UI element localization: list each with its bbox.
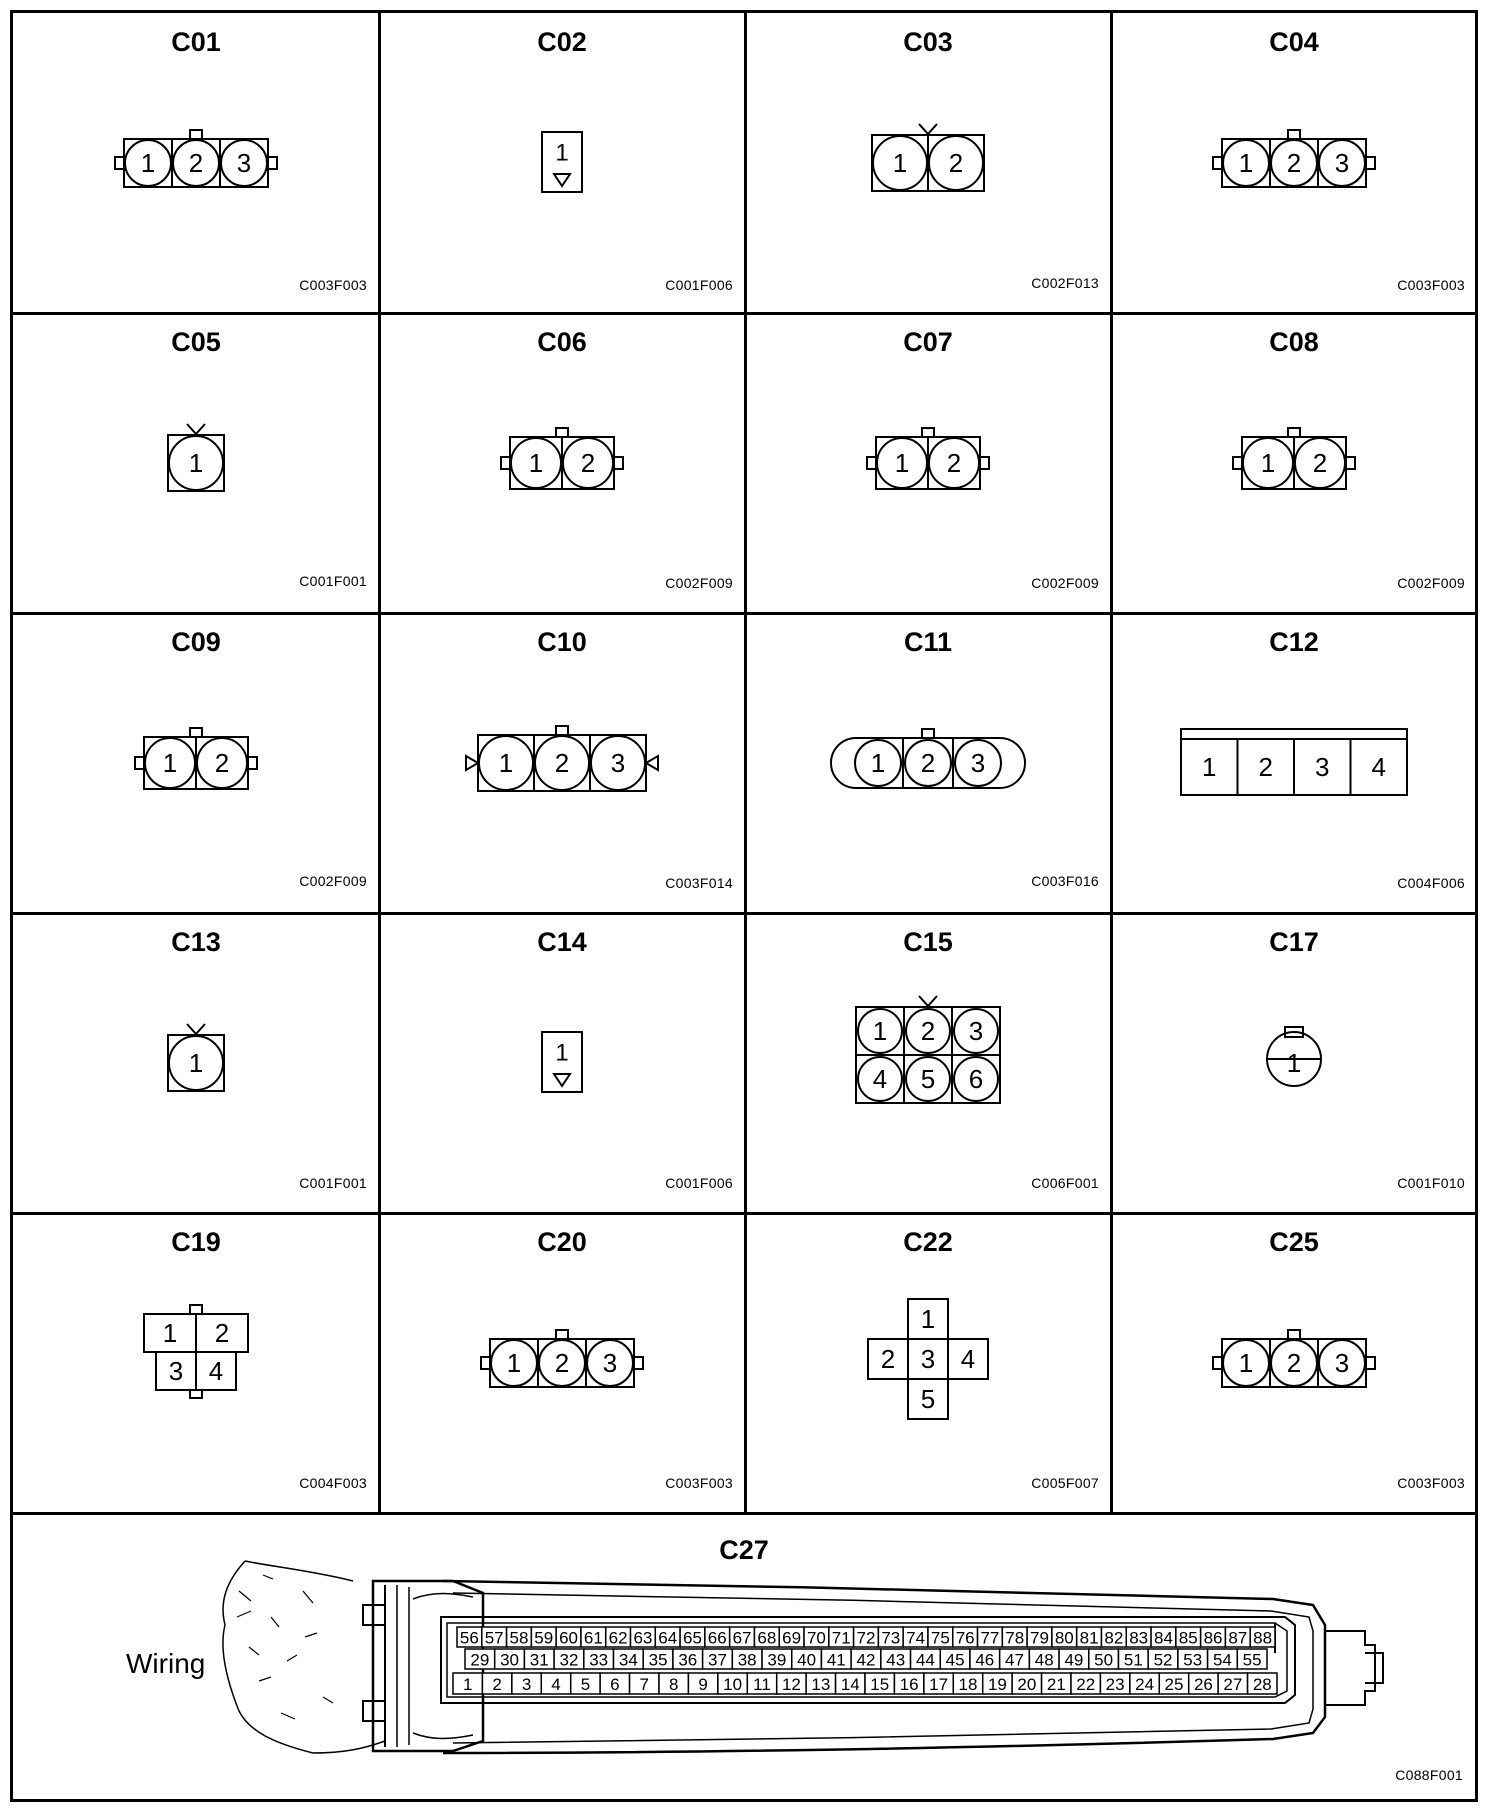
connector-cell-c22 xyxy=(745,1213,1111,1513)
pin-number: 8 xyxy=(668,1675,679,1694)
connector-face-diagram xyxy=(745,1213,1111,1513)
pin-number: 67 xyxy=(732,1628,752,1648)
pin-number: 28 xyxy=(1252,1675,1272,1694)
figure-code: C002F009 xyxy=(1031,575,1099,591)
pin-number: 7 xyxy=(639,1675,650,1694)
figure-code: C001F010 xyxy=(1397,1175,1465,1191)
connector-sheet xyxy=(10,10,1478,1802)
connector-title: C04 xyxy=(1269,27,1319,57)
pin-number: 21 xyxy=(1046,1675,1066,1694)
figure-code: C003F016 xyxy=(1031,873,1099,889)
pin-number: 6 xyxy=(610,1675,620,1694)
connector-cell-c15 xyxy=(745,913,1111,1213)
grid-line xyxy=(1110,13,1113,1513)
pin-number: 46 xyxy=(975,1650,995,1670)
figure-code: C003F003 xyxy=(665,1475,733,1491)
pin-number: 1 xyxy=(1286,1048,1302,1078)
pin-number: 65 xyxy=(683,1628,702,1648)
connector-title: C05 xyxy=(171,327,221,357)
pin-number: 31 xyxy=(529,1650,549,1670)
pin-number: 2 xyxy=(880,1344,896,1374)
pin-number: 72 xyxy=(856,1628,876,1648)
connector-cell-c02 xyxy=(379,13,745,313)
pin-number: 85 xyxy=(1178,1628,1198,1648)
pin-number: 51 xyxy=(1123,1650,1143,1670)
connector-cell-c07 xyxy=(745,313,1111,613)
connector-face-diagram xyxy=(1111,313,1477,613)
connector-title: C01 xyxy=(171,27,221,57)
connector-title: C06 xyxy=(537,327,587,357)
figure-code: C002F009 xyxy=(1397,575,1465,591)
pin-number: 2 xyxy=(920,1016,936,1046)
connector-cell-c10 xyxy=(379,613,745,913)
connector-cell-c19 xyxy=(13,1213,379,1513)
pin-number: 3 xyxy=(610,748,626,778)
pin-number: 3 xyxy=(920,1344,936,1374)
connector-cell-c14 xyxy=(379,913,745,1213)
pin-number: 1 xyxy=(870,748,886,778)
pin-number: 73 xyxy=(881,1628,901,1648)
pin-number: 22 xyxy=(1076,1675,1096,1694)
figure-code: C001F006 xyxy=(665,277,733,293)
connector-face-diagram xyxy=(1111,613,1477,913)
pin-number: 60 xyxy=(559,1628,579,1648)
pin-number: 2 xyxy=(492,1675,502,1694)
pin-number: 1 xyxy=(1202,752,1217,782)
connector-face-diagram xyxy=(745,13,1111,313)
pin-number: 1 xyxy=(188,1048,204,1078)
connector-face-diagram xyxy=(13,13,379,313)
pin-number: 71 xyxy=(831,1628,851,1648)
pin-number: 35 xyxy=(648,1650,668,1670)
connector-title: C11 xyxy=(903,627,953,657)
connector-title: C07 xyxy=(903,327,953,357)
figure-code: C003F003 xyxy=(299,277,367,293)
pin-number: 1 xyxy=(1238,148,1254,178)
pin-number: 27 xyxy=(1223,1675,1243,1694)
connector-cell-c05 xyxy=(13,313,379,613)
pin-number: 1 xyxy=(555,1039,569,1067)
pin-number: 1 xyxy=(1238,1348,1254,1378)
pin-number: 2 xyxy=(948,148,964,178)
connector-cell-c12 xyxy=(1111,613,1477,913)
connector-title: C20 xyxy=(537,1227,587,1257)
pin-number: 4 xyxy=(960,1344,976,1374)
pin-number: 81 xyxy=(1079,1628,1099,1648)
connector-title: C25 xyxy=(1269,1227,1319,1257)
connector-cell-c04 xyxy=(1111,13,1477,313)
pin-number: 1 xyxy=(528,448,544,478)
pin-number: 63 xyxy=(633,1628,653,1648)
pin-number: 43 xyxy=(886,1650,906,1670)
pin-number: 57 xyxy=(484,1628,504,1648)
connector-title: C15 xyxy=(903,927,953,957)
pin-number: 47 xyxy=(1005,1650,1024,1670)
connector-face-diagram xyxy=(1111,913,1477,1213)
pin-number: 15 xyxy=(870,1675,890,1694)
connector-face-diagram xyxy=(13,1213,379,1513)
figure-code: C001F001 xyxy=(299,1175,367,1191)
pin-number: 78 xyxy=(1005,1628,1025,1648)
pin-number: 80 xyxy=(1054,1628,1074,1648)
pin-number: 2 xyxy=(580,448,596,478)
pin-number: 82 xyxy=(1104,1628,1124,1648)
connector-title: C19 xyxy=(171,1227,221,1257)
pin-number: 20 xyxy=(1017,1675,1037,1694)
pin-number: 9 xyxy=(698,1675,708,1694)
connector-cell-c11 xyxy=(745,613,1111,913)
connector-face-diagram xyxy=(13,913,379,1213)
pin-number: 58 xyxy=(509,1628,529,1648)
pin-number: 54 xyxy=(1212,1650,1232,1670)
figure-code: C004F006 xyxy=(1397,875,1465,891)
pin-number: 2 xyxy=(1312,448,1328,478)
pin-number: 74 xyxy=(906,1628,926,1648)
pin-number: 49 xyxy=(1064,1650,1084,1670)
pin-number: 5 xyxy=(920,1064,936,1094)
pin-number: 59 xyxy=(534,1628,554,1648)
connector-face-diagram xyxy=(379,913,745,1213)
pin-number: 56 xyxy=(459,1628,479,1648)
figure-code: C003F014 xyxy=(665,875,733,891)
pin-number: 36 xyxy=(678,1650,698,1670)
pin-number: 79 xyxy=(1030,1628,1049,1648)
pin-number: 2 xyxy=(1286,1348,1302,1378)
pin-number: 3 xyxy=(1334,1348,1350,1378)
pin-number: 48 xyxy=(1034,1650,1054,1670)
pin-number: 42 xyxy=(856,1650,876,1670)
pin-number: 25 xyxy=(1164,1675,1184,1694)
pin-number: 34 xyxy=(618,1650,638,1670)
connector-title: C12 xyxy=(1269,627,1319,657)
pin-number: 2 xyxy=(554,748,570,778)
wiring-label: Wiring xyxy=(126,1648,206,1679)
pin-number: 61 xyxy=(583,1628,603,1648)
pin-number: 2 xyxy=(554,1348,570,1378)
grid-line xyxy=(378,13,381,1513)
pin-number: 11 xyxy=(753,1675,771,1694)
pin-number: 66 xyxy=(707,1628,727,1648)
connector-cell-c08 xyxy=(1111,313,1477,613)
pin-number: 2 xyxy=(946,448,962,478)
connector-face-diagram xyxy=(1111,1213,1477,1513)
connector-title: C17 xyxy=(1269,927,1319,957)
connector-cell-c01 xyxy=(13,13,379,313)
pin-number: 44 xyxy=(915,1650,935,1670)
connector-title: C09 xyxy=(171,627,221,657)
pin-number: 16 xyxy=(899,1675,919,1694)
figure-code: C003F003 xyxy=(1397,1475,1465,1491)
connector-cell-c03 xyxy=(745,13,1111,313)
connector-title: C13 xyxy=(171,927,221,957)
pin-number: 50 xyxy=(1094,1650,1114,1670)
pin-number: 3 xyxy=(602,1348,618,1378)
pin-number: 55 xyxy=(1242,1650,1262,1670)
pin-number: 5 xyxy=(580,1675,591,1694)
pin-number: 1 xyxy=(920,1304,936,1334)
pin-number: 18 xyxy=(958,1675,978,1694)
pin-number: 32 xyxy=(559,1650,579,1670)
connector-face-diagram xyxy=(1111,13,1477,313)
connector-title: C02 xyxy=(537,27,587,57)
pin-number: 83 xyxy=(1129,1628,1149,1648)
figure-code: C006F001 xyxy=(1031,1175,1099,1191)
pin-number: 1 xyxy=(894,448,910,478)
pin-number: 4 xyxy=(1371,752,1386,782)
pin-number: 1 xyxy=(555,139,569,167)
figure-code: C005F007 xyxy=(1031,1475,1099,1491)
pin-number: 30 xyxy=(500,1650,520,1670)
pin-number: 41 xyxy=(826,1650,846,1670)
pin-number: 75 xyxy=(930,1628,950,1648)
pin-number: 17 xyxy=(929,1675,949,1694)
pin-number: 19 xyxy=(987,1675,1007,1694)
connector-cell-c27 xyxy=(13,1521,1475,1799)
pin-number: 10 xyxy=(723,1675,743,1694)
ecu-connector-diagram xyxy=(13,1521,1475,1799)
pin-number: 1 xyxy=(162,748,178,778)
pin-number: 64 xyxy=(658,1628,678,1648)
pin-number: 2 xyxy=(214,748,230,778)
pin-number: 2 xyxy=(214,1318,230,1348)
pin-number: 45 xyxy=(945,1650,965,1670)
pin-number: 40 xyxy=(797,1650,817,1670)
connector-cell-c09 xyxy=(13,613,379,913)
pin-number: 3 xyxy=(521,1675,532,1694)
pin-number: 39 xyxy=(767,1650,787,1670)
connector-title: C22 xyxy=(903,1227,953,1257)
connector-cell-c17 xyxy=(1111,913,1477,1213)
pin-number: 37 xyxy=(708,1650,727,1670)
pin-number: 3 xyxy=(236,148,252,178)
pin-number: 3 xyxy=(968,1016,984,1046)
pin-number: 4 xyxy=(551,1675,561,1694)
grid-line xyxy=(744,13,747,1513)
pin-number: 1 xyxy=(498,748,514,778)
connector-face-diagram xyxy=(13,613,379,913)
figure-code: C001F006 xyxy=(665,1175,733,1191)
figure-code: C002F009 xyxy=(665,575,733,591)
connector-title: C14 xyxy=(537,927,587,957)
pin-number: 2 xyxy=(1286,148,1302,178)
pin-number: 1 xyxy=(892,148,908,178)
pin-number: 86 xyxy=(1203,1628,1223,1648)
pin-number: 62 xyxy=(608,1628,628,1648)
pin-number: 1 xyxy=(1260,448,1276,478)
pin-number: 68 xyxy=(757,1628,777,1648)
figure-code: C002F009 xyxy=(299,873,367,889)
connector-cell-c13 xyxy=(13,913,379,1213)
pin-number: 2 xyxy=(920,748,936,778)
pin-number: 33 xyxy=(589,1650,609,1670)
pin-number: 2 xyxy=(1258,752,1273,782)
pin-number: 76 xyxy=(955,1628,975,1648)
pin-number: 88 xyxy=(1253,1628,1273,1648)
pin-number: 38 xyxy=(737,1650,757,1670)
pin-number: 1 xyxy=(872,1016,888,1046)
connector-cell-c25 xyxy=(1111,1213,1477,1513)
pin-number: 87 xyxy=(1228,1628,1248,1648)
pin-number: 23 xyxy=(1105,1675,1125,1694)
pin-number: 2 xyxy=(188,148,204,178)
figure-code: C088F001 xyxy=(1395,1767,1463,1783)
figure-code: C003F003 xyxy=(1397,277,1465,293)
pin-number: 1 xyxy=(188,448,204,478)
pin-number: 70 xyxy=(806,1628,826,1648)
pin-number: 6 xyxy=(968,1064,984,1094)
figure-code: C002F013 xyxy=(1031,275,1099,291)
pin-number: 5 xyxy=(920,1384,936,1414)
pin-number: 24 xyxy=(1135,1675,1155,1694)
pin-number: 53 xyxy=(1183,1650,1203,1670)
pin-number: 13 xyxy=(811,1675,831,1694)
figure-code: C004F003 xyxy=(299,1475,367,1491)
connector-face-diagram xyxy=(379,1213,745,1513)
pin-number: 69 xyxy=(782,1628,802,1648)
pin-number: 26 xyxy=(1193,1675,1213,1694)
connector-face-diagram xyxy=(379,313,745,613)
pin-number: 77 xyxy=(980,1628,1000,1648)
connector-title: C10 xyxy=(537,627,587,657)
connector-title: C08 xyxy=(1269,327,1319,357)
pin-number: 1 xyxy=(462,1675,473,1694)
pin-number: 52 xyxy=(1153,1650,1173,1670)
connector-face-diagram xyxy=(13,313,379,613)
pin-number: 29 xyxy=(470,1650,490,1670)
pin-number: 4 xyxy=(872,1064,888,1094)
figure-code: C001F001 xyxy=(299,573,367,589)
pin-number: 12 xyxy=(781,1675,801,1694)
connector-cell-c20 xyxy=(379,1213,745,1513)
connector-face-diagram xyxy=(745,613,1111,913)
pin-number: 1 xyxy=(140,148,156,178)
pin-number: 14 xyxy=(840,1675,860,1694)
pin-number: 1 xyxy=(162,1318,178,1348)
connector-cell-c06 xyxy=(379,313,745,613)
pin-number: 3 xyxy=(1315,752,1330,782)
connector-face-diagram xyxy=(745,313,1111,613)
pin-number: 3 xyxy=(1334,148,1350,178)
connector-title: C03 xyxy=(903,27,953,57)
pin-number: 3 xyxy=(168,1356,184,1386)
connector-face-diagram xyxy=(745,913,1111,1213)
pin-number: 4 xyxy=(208,1356,224,1386)
pin-number: 3 xyxy=(970,748,986,778)
connector-face-diagram xyxy=(379,13,745,313)
pin-number: 84 xyxy=(1153,1628,1173,1648)
connector-title: C27 xyxy=(719,1535,769,1565)
pin-number: 1 xyxy=(506,1348,522,1378)
connector-face-diagram xyxy=(379,613,745,913)
